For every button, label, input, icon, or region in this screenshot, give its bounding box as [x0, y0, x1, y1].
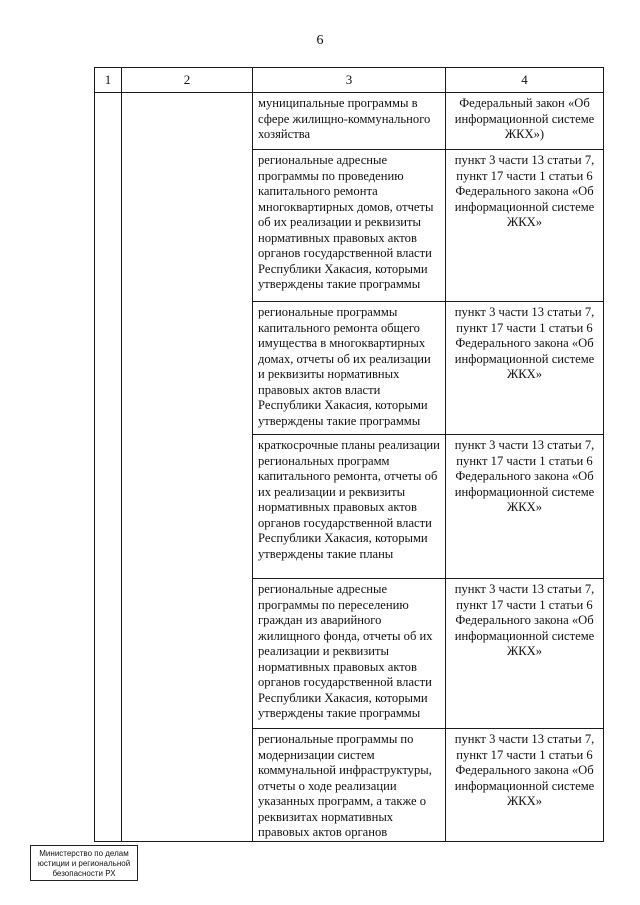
program-cell: региональные адресные программы по переселению граждан из аварийного жилищного фонда, отчеты об их реализации и реквизиты нормативных правовых актов органов государственной власти Республики Хакасия, которыми утверждены такие программы — [253, 579, 446, 729]
header-cell-4: 4 — [446, 68, 604, 93]
document-table — [94, 67, 604, 842]
law-reference-cell: пункт 3 части 13 статьи 7, пункт 17 части 1 статьи 6 Федерального закона «Об информационной системе ЖКХ» — [446, 579, 604, 729]
header-cell-2: 2 — [122, 68, 253, 93]
law-reference-cell: пункт 3 части 13 статьи 7, пункт 17 части 1 статьи 6 Федерального закона «Об информационной системе ЖКХ» — [446, 435, 604, 579]
program-cell: краткосрочные планы реализации региональных программ капитального ремонта, отчеты об их реализации и реквизиты нормативных правовых актов органов государственной власти Республики Хакасия, которыми утверждены такие планы — [253, 435, 446, 579]
ministry-stamp — [30, 845, 138, 881]
table-header-row — [95, 68, 604, 93]
table-row — [95, 93, 604, 150]
law-reference-cell: Федеральный закон «Об информационной системе ЖКХ») — [446, 93, 604, 150]
program-cell: региональные программы по модернизации систем коммунальной инфраструктуры, отчеты о ходе реализации указанных программ, а также о реквизитах нормативных правовых актов органов — [253, 729, 446, 842]
law-reference-cell: пункт 3 части 13 статьи 7, пункт 17 части 1 статьи 6 Федерального закона «Об информационной системе ЖКХ» — [446, 150, 604, 302]
law-reference-cell: пункт 3 части 13 статьи 7, пункт 17 части 1 статьи 6 Федерального закона «Об информационной системе ЖКХ» — [446, 302, 604, 435]
program-cell: муниципальные программы в сфере жилищно-коммунального хозяйства — [253, 93, 446, 150]
header-cell-1: 1 — [95, 68, 122, 93]
stamp-line-1: Министерство по делам — [39, 849, 129, 858]
empty-cell-col1 — [95, 93, 122, 842]
program-cell: региональные адресные программы по проведению капитального ремонта многоквартирных домов, отчеты об их реализации и реквизиты нормативных правовых актов органов государственной власти Республики Хакасия, которыми утверждены такие программы — [253, 150, 446, 302]
law-reference-cell: пункт 3 части 13 статьи 7, пункт 17 части 1 статьи 6 Федерального закона «Об информационной системе ЖКХ» — [446, 729, 604, 842]
stamp-line-2: юстиции и региональной — [37, 859, 131, 868]
header-cell-3: 3 — [253, 68, 446, 93]
program-cell: региональные программы капитального ремонта общего имущества в многоквартирных домах, отчеты об их реализации и реквизиты нормативных правовых актов власти Республики Хакасия, которыми утверждены такие программы — [253, 302, 446, 435]
page-number: 6 — [316, 33, 324, 48]
empty-cell-col2 — [122, 93, 253, 842]
stamp-line-3: безопасности РХ — [52, 869, 116, 878]
